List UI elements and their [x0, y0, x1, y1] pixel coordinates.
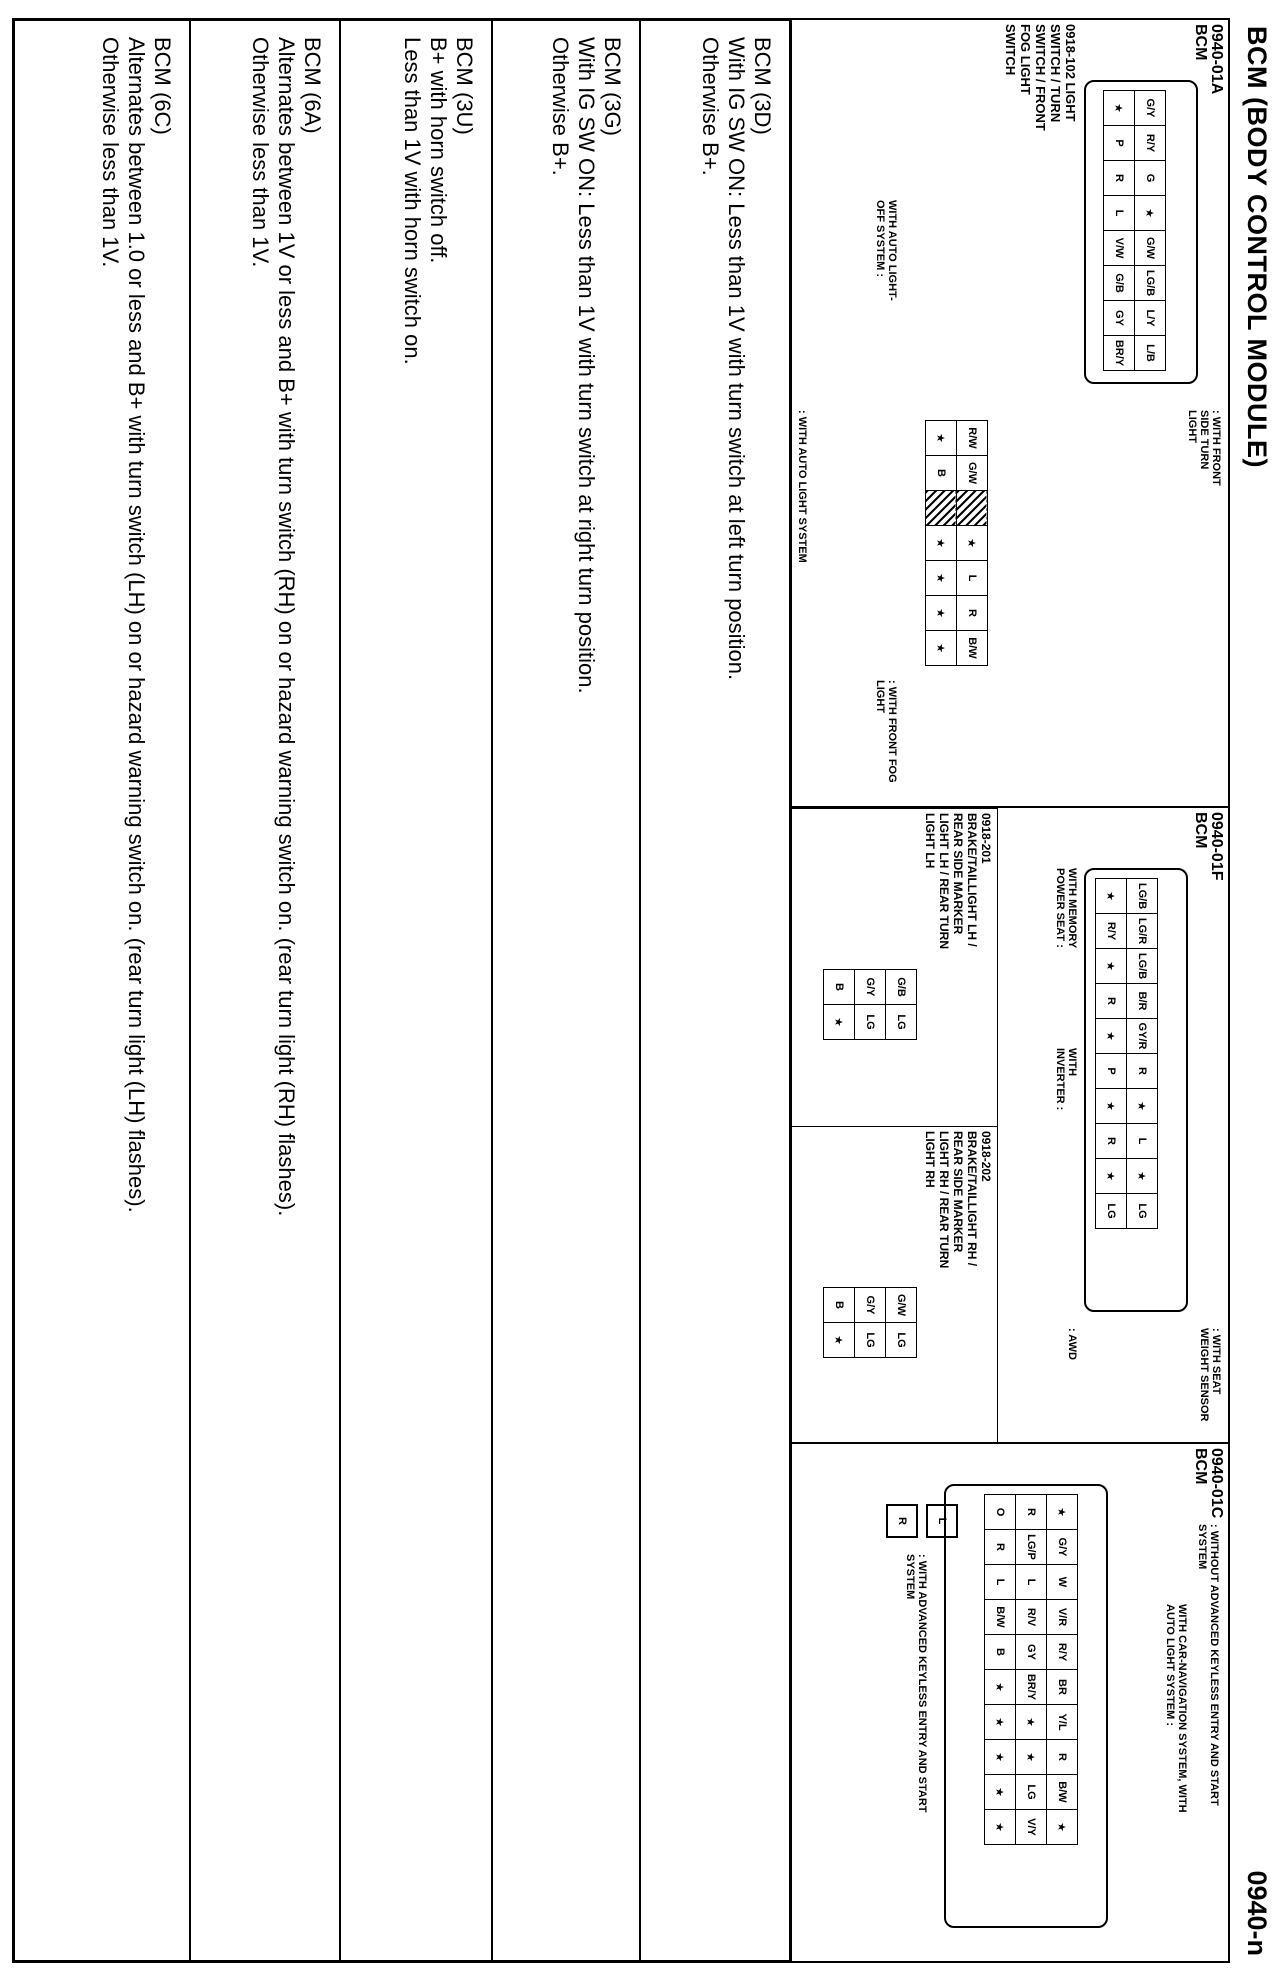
- pin-cell: LG/B: [1127, 949, 1158, 984]
- row-line: With IG SW ON: Less than 1V with turn switch at left turn position.: [724, 37, 749, 681]
- pin-cell: G/W: [886, 1288, 917, 1323]
- pin-cell: G: [1135, 161, 1166, 196]
- note-awd: : AWD: [1066, 1328, 1078, 1360]
- pin-cell: G/W: [1135, 231, 1166, 266]
- note-side-turn: : WITH FRONT SIDE TURN LIGHT: [1186, 410, 1222, 486]
- pin-cell: ★: [1127, 1089, 1158, 1124]
- pin-cell: ★: [824, 1323, 855, 1358]
- row-line: Otherwise less than 1V.: [98, 37, 123, 268]
- row-header: BCM (6A): [300, 37, 325, 134]
- connector-code: 0940-01F: [1208, 812, 1225, 881]
- pin-cell: LG: [1127, 1194, 1158, 1229]
- connector-panel-201: [790, 808, 998, 1128]
- connector-label: 0918-201 BRAKE/TAILLIGHT LH / REAR SIDE MARKER LIGHT LH / REAR TURN LIGHT LH: [923, 813, 993, 949]
- pin-cell: LG: [886, 1005, 917, 1040]
- pin-cell: G/B: [1104, 266, 1135, 301]
- connector-label: 0918-202 BRAKE/TAILLIGHT RH / REAR SIDE MARKER LIGHT RH / REAR TURN LIGHT RH: [923, 1131, 993, 1269]
- connector-pin-grid: ★ G/Y W V/R R/Y BR Y/L R B/W ★ R LG/P L R/V GY BR/Y ★ ★ LG V/Y O R L B/W B ★ ★ ★ ★ ★: [984, 1494, 1078, 1845]
- row-line: Otherwise B+.: [548, 37, 573, 176]
- pin-cell: ★: [1096, 949, 1127, 984]
- pin-cell: P: [1096, 1054, 1127, 1089]
- note-advanced-keyless: : WITH ADVANCED KEYLESS ENTRY AND START SYSTEM: [904, 1554, 928, 1813]
- row-line: Alternates between 1V or less and B+ with turn switch (RH) on or hazard warning switch on. (rear turn light (RH) flashes).: [274, 37, 299, 1217]
- pin-cell: B: [824, 970, 855, 1005]
- connector-panel-01a: [790, 18, 1230, 808]
- row-line: B+ with horn switch off.: [426, 37, 451, 264]
- note-auto-light-off: WITH AUTO LIGHT-OFF SYSTEM :: [874, 200, 898, 301]
- pin-cell: G/Y: [1135, 91, 1166, 126]
- connector-pin-grid: [823, 1287, 917, 1358]
- pin-cell: G/B: [886, 970, 917, 1005]
- connector-name: BCM: [1192, 812, 1209, 849]
- connector-panel-01f: [790, 806, 1230, 1444]
- pin-cell: ★: [824, 1005, 855, 1040]
- page-id: 0940-n: [1242, 1870, 1272, 1956]
- note-fog-light: : WITH FRONT FOG LIGHT: [874, 680, 898, 783]
- connector-name: BCM: [1192, 1448, 1209, 1485]
- pin-cell: ★: [1135, 196, 1166, 231]
- pin-cell: LG: [855, 1005, 886, 1040]
- connector-pin-grid: [823, 969, 917, 1040]
- connector-pin-grid: [1095, 878, 1158, 1229]
- pin-cell: B: [824, 1288, 855, 1323]
- connector-panel-01c: [790, 1442, 1230, 1963]
- pin-cell: L/B: [1135, 336, 1166, 371]
- connector-q-grid: R/W G/W ★ L R B/W ★ B ★ ★ ★ ★: [925, 420, 988, 666]
- pin-cell: ★: [1096, 1159, 1127, 1194]
- pin-cell: LG/R: [1127, 914, 1158, 949]
- row-header: BCM (3D): [750, 37, 775, 135]
- note-inverter: WITH INVERTER :: [1054, 1048, 1078, 1111]
- pin-cell: GY/R: [1127, 1019, 1158, 1054]
- pin-cell: R: [1096, 984, 1127, 1019]
- pin-cell: R/Y: [1096, 914, 1127, 949]
- pin-cell: LG: [886, 1323, 917, 1358]
- connector-pin-grid: [1103, 90, 1166, 371]
- pin-cell: G/Y: [855, 1288, 886, 1323]
- pin-cell: ★: [1127, 1159, 1158, 1194]
- connector-l-box: L: [926, 1504, 958, 1538]
- pin-cell: B/R: [1127, 984, 1158, 1019]
- table-row: [339, 21, 491, 1960]
- page-title: BCM (BODY CONTROL MODULE): [1242, 26, 1272, 468]
- pin-cell: ★: [1096, 879, 1127, 914]
- pin-cell: ★: [1096, 1089, 1127, 1124]
- pin-cell: R/Y: [1135, 126, 1166, 161]
- row-line: Otherwise less than 1V.: [248, 37, 273, 268]
- table-row: [639, 21, 789, 1960]
- pin-cell: GY: [1104, 301, 1135, 336]
- connector-r-box: R: [886, 1504, 918, 1538]
- row-header: BCM (3U): [452, 37, 477, 135]
- connector-name: BCM: [1192, 24, 1209, 61]
- connector-code: 0940-01A: [1208, 24, 1225, 95]
- connector-panel-202: [790, 1126, 998, 1444]
- note-seat-sensor: : WITH SEAT WEIGHT SENSOR: [1198, 1328, 1222, 1422]
- pin-cell: LG: [1096, 1194, 1127, 1229]
- row-line: With IG SW ON: Less than 1V with turn switch at right turn position.: [574, 37, 599, 694]
- pin-cell: L: [1104, 196, 1135, 231]
- table-row: [15, 21, 189, 1960]
- connector-code: 0940-01C: [1208, 1448, 1225, 1519]
- note-auto-light: : WITH AUTO LIGHT SYSTEM: [796, 410, 808, 563]
- note-memory-seat: WITH MEMORY POWER SEAT :: [1054, 868, 1078, 949]
- pin-cell: L: [1127, 1124, 1158, 1159]
- pin-cell: LG: [855, 1323, 886, 1358]
- pin-cell: LG/B: [1127, 879, 1158, 914]
- pin-cell: R: [1096, 1124, 1127, 1159]
- note-without-keyless: : WITHOUT ADVANCED KEYLESS ENTRY AND START SYSTEM: [1196, 1524, 1220, 1806]
- pin-cell: LG/B: [1135, 266, 1166, 301]
- pin-cell: BR/Y: [1104, 336, 1135, 371]
- row-header: BCM (3G): [600, 37, 625, 136]
- pin-cell: R: [1127, 1054, 1158, 1089]
- row-line: Otherwise B+.: [698, 37, 723, 176]
- pin-cell: R: [1104, 161, 1135, 196]
- table-row: [491, 21, 639, 1960]
- note-car-navigation: WITH CAR-NAVIGATION SYSTEM, WITH AUTO LIGHT SYSTEM :: [1164, 1604, 1188, 1813]
- pin-cell: ★: [1096, 1019, 1127, 1054]
- pin-cell: L/Y: [1135, 301, 1166, 336]
- pin-cell: ★: [1104, 91, 1135, 126]
- pin-cell: G/Y: [855, 970, 886, 1005]
- row-line: Alternates between 1.0 or less and B+ with turn switch (LH) on or hazard warning switch on. (rear turn light (LH) flashes).: [124, 37, 149, 1213]
- row-line: Less than 1V with horn switch on.: [400, 37, 425, 365]
- description-table: [12, 18, 792, 1963]
- table-row: [189, 21, 339, 1960]
- row-header: BCM (6C): [150, 37, 175, 135]
- pin-cell: P: [1104, 126, 1135, 161]
- connector-label: 0918-102 LIGHT SWITCH / TURN SWITCH / FRONT FOG LIGHT SWITCH: [1003, 24, 1078, 131]
- pin-cell: V/W: [1104, 231, 1135, 266]
